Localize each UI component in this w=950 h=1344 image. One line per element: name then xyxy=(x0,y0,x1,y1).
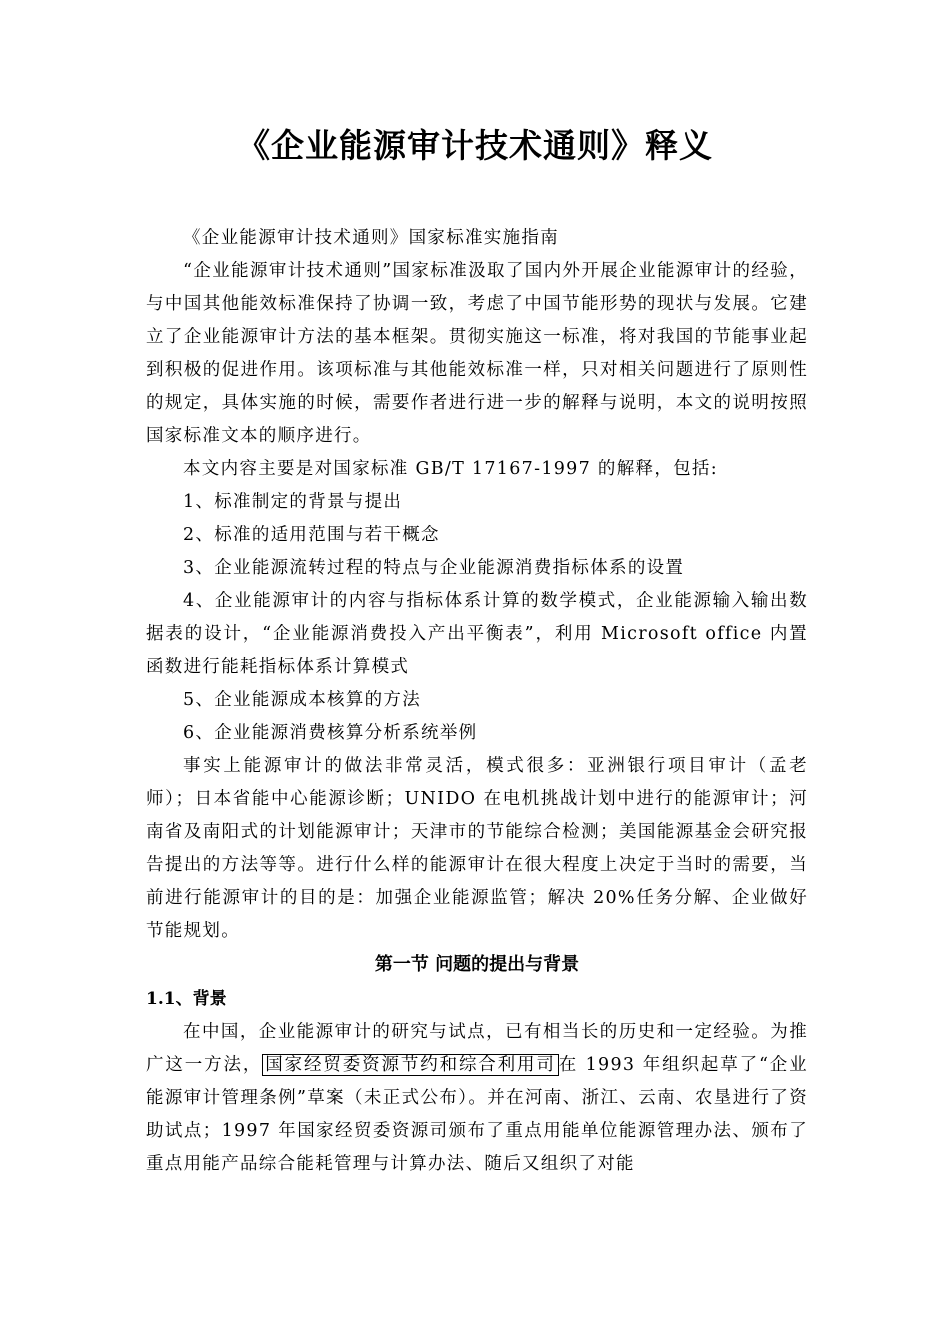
contents-list-item: 4、企业能源审计的内容与指标体系计算的数学模式，企业能源输入输出数据表的设计，“企业能源消费投入产出平衡表”，利用 Microsoft office 内置函数进行能耗指标体系计算模式 xyxy=(146,591,808,677)
background-text-end: 在 1993 年组织起草了“企业能源审计管理条例”草案（未正式公布）。并在河南、浙江、云南、农垦进行了资助试点；1997 年国家经贸委资源司颁布了重点用能单位能源管理办法、颁布了重点用能产品综合能耗管理与计算办法、随后又组织了对能 xyxy=(146,1055,808,1174)
background-paragraph xyxy=(146,1016,808,1181)
guide-title: 《企业能源审计技术通则》国家标准实施指南 xyxy=(183,228,559,248)
contents-list-item: 1、标准制定的背景与提出 xyxy=(183,492,403,512)
document-title: 《企业能源审计技术通则》释义 xyxy=(237,126,713,165)
boxed-organization-name: 国家经贸委资源节约和综合利用司 xyxy=(262,1054,559,1076)
contents-list-item: 3、企业能源流转过程的特点与企业能源消费指标体系的设置 xyxy=(183,558,685,578)
scope-sentence: 本文内容主要是对国家标准 GB/T 17167-1997 的解释，包括: xyxy=(183,459,718,479)
section-heading: 第一节 问题的提出与背景 xyxy=(374,954,580,975)
practice-paragraph: 事实上能源审计的做法非常灵活，模式很多：亚洲银行项目审计（孟老师）；日本省能中心能源诊断；UNIDO 在电机挑战计划中进行的能源审计；河南省及南阳式的计划能源审计；天津市的节能综合检测；美国能源基金会研究报告提出的方法等等。进行什么样的能源审计在很大程度上决定于当时的需要，当前进行能源审计的目的是：加强企业能源监管；解决 20%任务分解、企业做好节能规划。 xyxy=(146,756,808,941)
subsection-heading: 1.1、背景 xyxy=(146,989,227,1009)
contents-list-item: 5、企业能源成本核算的方法 xyxy=(183,690,422,710)
intro-paragraph: “企业能源审计技术通则”国家标准汲取了国内外开展企业能源审计的经验，与中国其他能效标准保持了协调一致，考虑了中国节能形势的现状与发展。它建立了企业能源审计方法的基本框架。贯彻实施这一标准，将对我国的节能事业起到积极的促进作用。该项标准与其他能效标准一样，只对相关问题进行了原则性的规定，具体实施的时候，需要作者进行进一步的解释与说明，本文的说明按照国家标准文本的顺序进行。 xyxy=(146,261,808,446)
background-text-start: 在中国，企业能源审计的研究与试点，已有相当长的历史和一定经验。为推广这一方法， xyxy=(146,1022,808,1075)
contents-list-item: 2、标准的适用范围与若干概念 xyxy=(183,525,440,545)
contents-list-item: 6、企业能源消费核算分析系统举例 xyxy=(183,723,478,743)
document-body xyxy=(146,222,808,1181)
